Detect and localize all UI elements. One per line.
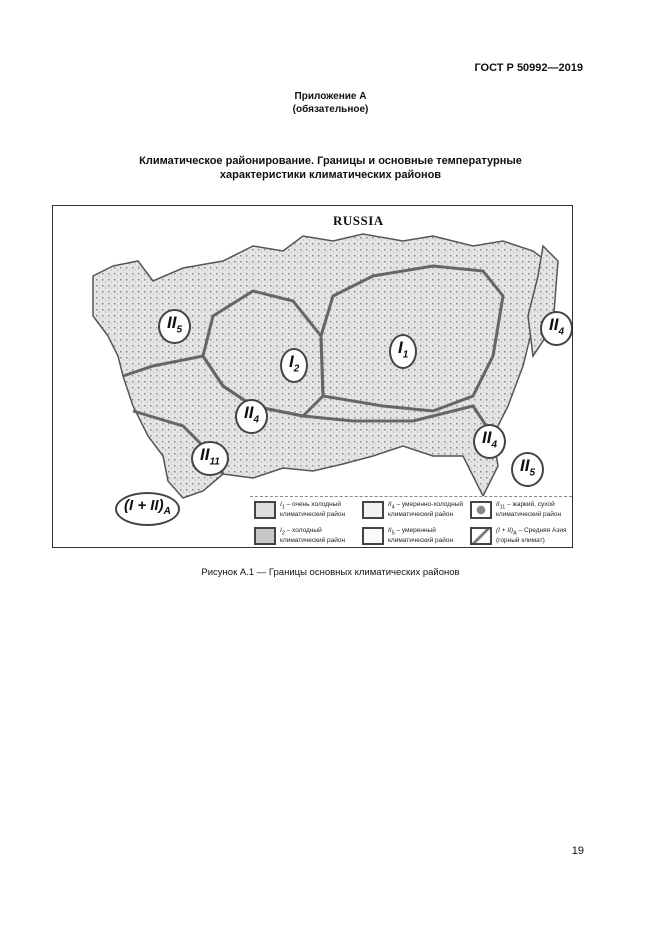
legend-item-ii11: $II_{11}$ – жаркий, сухой климатический район — [466, 497, 572, 523]
document-id: ГОСТ Р 50992—2019 — [474, 62, 583, 74]
region-label-ii4-far-east: $II_4$ — [473, 424, 506, 459]
appendix-title: Приложение А — [294, 91, 367, 102]
map-legend — [250, 496, 572, 548]
region-label-ii11: $II_{11}$ — [191, 441, 229, 476]
appendix-heading — [0, 90, 661, 116]
legend-item-i-ii-a: $(I + II)_A$ – Средняя Азия (горный климат) — [466, 523, 572, 548]
region-label-ii4-west: $II_4$ — [235, 399, 268, 434]
legend-item-ii5: $II_5$ – умеренный климатический район — [358, 523, 466, 548]
section-title-line1: Климатическое районирование. Границы и основные температурные — [139, 155, 522, 167]
region-label-ii5-far-east: $II_5$ — [511, 452, 544, 487]
legend-item-ii4: $II_4$ – умеренно-холодный климатический район — [358, 497, 466, 523]
climate-map-figure — [52, 205, 573, 548]
legend-item-i1: $I_1$ – очень холодный климатический район — [250, 497, 358, 523]
section-title — [0, 154, 661, 182]
map-title: RUSSIA — [333, 213, 384, 228]
section-title-line2: характеристики климатических районов — [219, 169, 442, 181]
region-label-i2: $I_2$ — [280, 348, 308, 383]
region-label-ii5: $II_5$ — [158, 309, 191, 344]
region-label-i1: $I_1$ — [389, 334, 417, 369]
legend-swatch — [470, 501, 492, 519]
appendix-status: (обязательное) — [292, 104, 369, 115]
figure-caption: Рисунок А.1 — Границы основных климатических районов — [201, 567, 460, 578]
page-number: 19 — [571, 845, 584, 857]
region-label-ii4-east: $II_4$ — [540, 311, 573, 346]
legend-item-i2: $I_2$ – холодный климатический район — [250, 523, 358, 548]
legend-swatch — [254, 501, 276, 519]
legend-swatch — [254, 527, 276, 545]
legend-swatch — [470, 527, 492, 545]
legend-swatch — [362, 501, 384, 519]
legend-swatch — [362, 527, 384, 545]
region-label-i-ii-a: $(I + II)_A$ — [115, 492, 180, 526]
